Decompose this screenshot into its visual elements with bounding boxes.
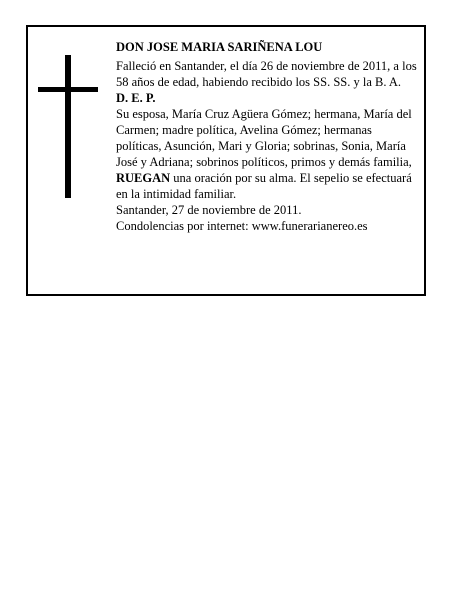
- cross-vertical-bar: [65, 55, 71, 198]
- condolences-line: Condolencias por internet: www.funerarianereo.es: [116, 219, 368, 233]
- request-verb: RUEGAN: [116, 171, 171, 185]
- death-statement: Falleció en Santander, el día 26 de noviembre de 2011, a los 58 años de edad, habiendo recibido los SS. SS. y la B. A.: [116, 59, 417, 89]
- deceased-name: DON JOSE MARIA SARIÑENA LOU: [116, 40, 323, 54]
- place-date: Santander, 27 de noviembre de 2011.: [116, 203, 302, 217]
- obituary-text: [116, 39, 420, 234]
- cross-icon: [38, 55, 98, 198]
- rip-line: D. E. P.: [116, 91, 156, 105]
- cross-horizontal-bar: [38, 87, 98, 92]
- obituary-notice: [26, 25, 426, 296]
- family-list: Su esposa, María Cruz Agüera Gómez; hermana, María del Carmen; madre política, Avelina Gómez; hermanas políticas, Asunción, Mari y Gloria; sobrinas, Sonia, María José y Adriana; sobrinos políticos, primos y demás familia,: [116, 107, 412, 169]
- prayer-request: [116, 170, 420, 202]
- request-text: una oración por su alma. El sepelio se efectuará en la intimidad familiar.: [116, 171, 412, 201]
